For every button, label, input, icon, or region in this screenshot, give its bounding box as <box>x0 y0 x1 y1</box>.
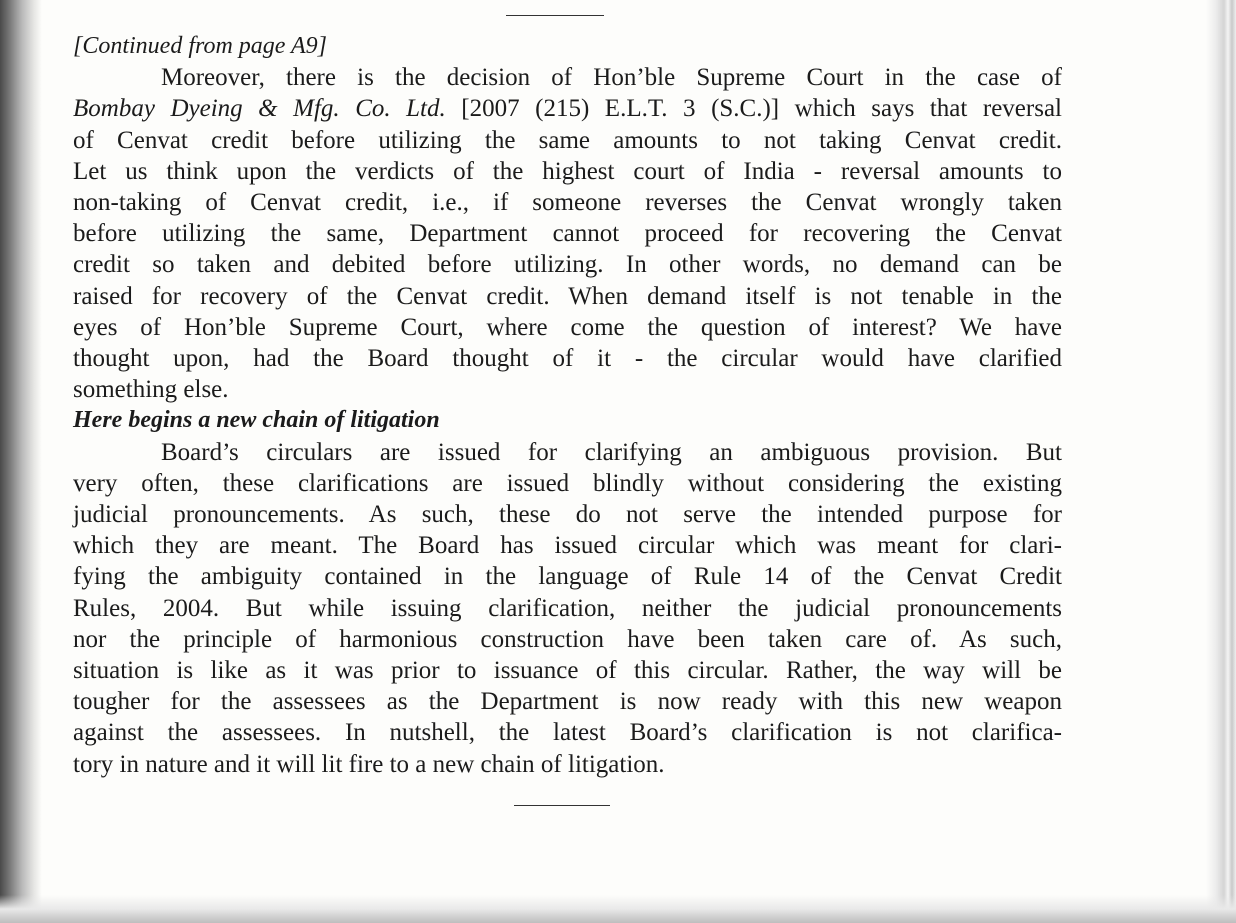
paragraph-1 <box>73 62 1062 405</box>
paragraph-1-line: raised for recovery of the Cenvat credit. When demand itself is not tenable in the <box>73 282 1062 310</box>
paragraph-2-line: against the assessees. In nutshell, the latest Board’s clarification is not clarifica- <box>73 719 1062 747</box>
case-name: Bombay Dyeing & Mfg. Co. Ltd. <box>73 95 446 123</box>
page-edge-right <box>1206 0 1236 923</box>
paragraph-2-line: judicial pronouncements. As such, these do not serve the intended purpose for <box>73 501 1062 529</box>
paragraph-1-line: Moreover, there is the decision of Hon’ble Supreme Court in the case of <box>161 64 1062 92</box>
top-separator-rule <box>506 15 604 16</box>
paragraph-2-line: fying the ambiguity contained in the language of Rule 14 of the Cenvat Credit <box>73 563 1062 591</box>
paragraph-1-line: before utilizing the same, Department cannot proceed for recovering the Cenvat <box>73 220 1062 248</box>
paragraph-1-line: something else. <box>73 376 229 404</box>
paragraph-2-line: tory in nature and it will lit fire to a new chain of litigation. <box>73 750 665 778</box>
paragraph-1-line: credit so taken and debited before utilizing. In other words, no demand can be <box>73 251 1062 279</box>
paragraph-2-line: Board’s circulars are issued for clarifying an ambiguous provision. But <box>161 438 1062 466</box>
paragraph-1-line: of Cenvat credit before utilizing the same amounts to not taking Cenvat credit. <box>73 126 1062 154</box>
citation-text: [2007 (215) E.L.T. 3 (S.C.)] which says that reversal <box>445 95 1062 123</box>
paragraph-2-line: very often, these clarifications are issued blindly without considering the existing <box>73 469 1062 497</box>
page-edge-bottom <box>0 895 1236 923</box>
bottom-separator-rule <box>514 805 610 806</box>
paragraph-2 <box>73 437 1062 780</box>
paragraph-1-line: thought upon, had the Board thought of it - the circular would have clarified <box>73 345 1062 373</box>
paragraph-2-line: situation is like as it was prior to issuance of this circular. Rather, the way will be <box>73 657 1062 685</box>
paragraph-2-line: Rules, 2004. But while issuing clarification, neither the judicial pronouncements <box>73 594 1062 622</box>
paragraph-1-line: Let us think upon the verdicts of the highest court of India - reversal amounts to <box>73 157 1062 185</box>
paragraph-2-line: tougher for the assessees as the Department is now ready with this new weapon <box>73 688 1062 716</box>
article-body <box>73 31 1062 780</box>
paragraph-2-line: which they are meant. The Board has issued circular which was meant for clari- <box>73 532 1062 560</box>
paragraph-1-line-citation <box>73 93 1062 124</box>
page-gutter-shadow <box>0 0 42 923</box>
paragraph-1-line: non-taking of Cenvat credit, i.e., if someone reverses the Cenvat wrongly taken <box>73 189 1062 217</box>
section-heading: Here begins a new chain of litigation <box>73 407 440 434</box>
paragraph-2-line: nor the principle of harmonious construction have been taken care of. As such, <box>73 625 1062 653</box>
continued-note: [Continued from page A9] <box>73 33 328 59</box>
paragraph-1-line: eyes of Hon’ble Supreme Court, where come the question of interest? We have <box>73 313 1062 341</box>
